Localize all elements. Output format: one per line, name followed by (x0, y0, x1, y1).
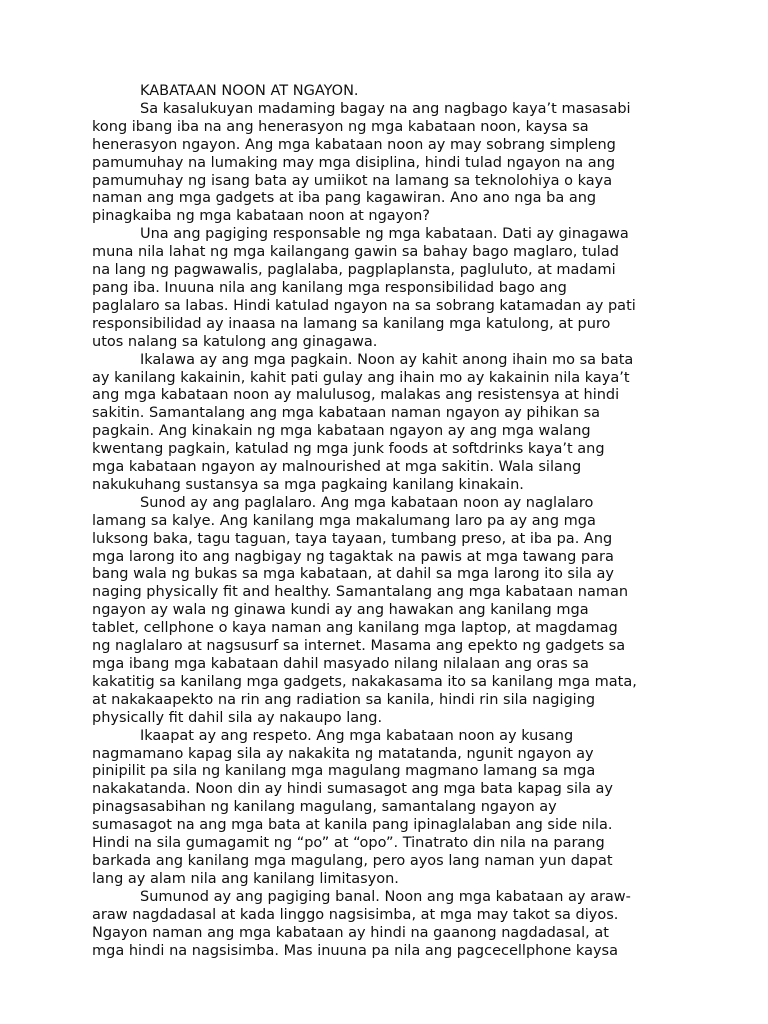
text-line: Sa kasalukuyan madaming bagay na ang nagbago kaya’t masasabi (140, 100, 631, 117)
paragraph (92, 728, 668, 889)
text-line: ang mga kabataan noon ay malulusog, malakas ang resistensya at hindi (92, 387, 620, 404)
text-line: pinagkaiba ng mga kabataan noon at ngayon? (92, 208, 430, 225)
text-line: physically fit dahil sila ay nakaupo lang. (92, 709, 383, 726)
text-line: mga hindi na nagsisimba. Mas inuuna pa nila ang pagcecellphone kaysa (92, 942, 618, 959)
paragraph (92, 495, 668, 728)
text-line: naman ang mga gadgets at iba pang kagawiran. Ano ano nga ba ang (92, 190, 597, 207)
text-line: muna nila lahat ng mga kailangang gawin sa bahay bago maglaro, tulad (92, 244, 619, 261)
text-line: kakatitig sa kanilang mga gadgets, nakakasama ito sa kanilang mga mata, (92, 673, 637, 690)
document-body (92, 101, 668, 961)
text-line: nakakatanda. Noon din ay hindi sumasagot ang mga bata kapag sila ay (92, 781, 613, 798)
text-line: Una ang pagiging responsable ng mga kabataan. Dati ay ginagawa (140, 226, 629, 243)
document-title: KABATAAN NOON AT NGAYON. (140, 83, 359, 99)
text-line: Sunod ay ang paglalaro. Ang mga kabataan noon ay naglalaro (140, 494, 594, 511)
text-line: mga larong ito ang nagbigay ng tagaktak na pawis at mga tawang para (92, 548, 614, 565)
text-line: henerasyon ngayon. Ang mga kabataan noon ay may sobrang simpleng (92, 136, 616, 153)
text-line: pinipilit pa sila ng kanilang mga magulang magmano lamang sa mga (92, 763, 596, 780)
text-line: ay kanilang kakainin, kahit pati gulay ang ihain mo ay kakainin nila kaya’t (92, 369, 630, 386)
text-line: pang iba. Inuuna nila ang kanilang mga responsibilidad bago ang (92, 279, 567, 296)
text-line: responsibilidad ay inaasa na lamang sa kanilang mga katulong, at puro (92, 315, 611, 332)
text-line: mga ibang mga kabataan dahil masyado nilang nilalaan ang oras sa (92, 656, 589, 672)
text-line: sumasagot na ang mga bata at kanila pang ipinaglalaban ang side nila. (92, 817, 613, 834)
text-line: Ikaapat ay ang respeto. Ang mga kabataan noon ay kusang (140, 727, 574, 744)
text-line: luksong baka, tagu taguan, taya tayaan, tumbang preso, at iba pa. Ang (92, 530, 613, 547)
text-line: Ngayon naman ang mga kabataan ay hindi na gaanong nagdadasal, at (92, 924, 609, 941)
text-line: na lang ng pagwawalis, paglalaba, pagplaplansta, pagluluto, at madami (92, 262, 616, 279)
text-line: Hindi na sila gumagamit ng “po” at “opo”. Tinatrato din nila na parang (92, 835, 605, 852)
paragraph (92, 889, 668, 961)
text-line: nakukuhang sustansya sa mga pagkaing kanilang kinakain. (92, 476, 524, 493)
text-line: at nakakaapekto na rin ang radiation sa kanila, hindi rin sila nagiging (92, 691, 596, 708)
text-line: pinagsasabihan ng kanilang magulang, samantalang ngayon ay (92, 799, 557, 816)
text-line: mga kabataan ngayon ay malnourished at mga sakitin. Wala silang (92, 459, 582, 476)
text-line: pamumuhay ng isang bata ay umiikot na lamang sa teknolohiya o kaya (92, 172, 613, 189)
text-line: araw nagdadasal at kada linggo nagsisimba, at mga may takot sa diyos. (92, 906, 619, 923)
text-line: ngayon ay wala ng ginawa kundi ay ang hawakan ang kanilang mga (92, 602, 589, 619)
text-line: Ikalawa ay ang mga pagkain. Noon ay kahit anong ihain mo sa bata (140, 351, 634, 368)
text-line: kwentang pagkain, katulad ng mga junk foods at softdrinks kaya’t ang (92, 441, 605, 458)
text-line: pagkain. Ang kinakain ng mga kabataan ngayon ay ang mga walang (92, 423, 591, 440)
text-line: kong ibang iba na ang henerasyon ng mga kabataan noon, kaysa sa (92, 118, 589, 135)
text-line: ng naglalaro at nagsusurf sa internet. Masama ang epekto ng gadgets sa (92, 638, 626, 655)
text-line: pamumuhay na lumaking may mga disiplina, hindi tulad ngayon na ang (92, 154, 616, 171)
text-line: lamang sa kalye. Ang kanilang mga makalumang laro pa ay ang mga (92, 512, 596, 529)
paragraph (92, 101, 668, 226)
text-line: barkada ang kanilang mga magulang, pero ayos lang naman yun dapat (92, 852, 613, 869)
text-line: paglalaro sa labas. Hindi katulad ngayon na sa sobrang katamadan ay pati (92, 297, 636, 314)
text-line: naging physically fit and healthy. Samantalang ang mga kabataan naman (92, 584, 629, 601)
text-line: sakitin. Samantalang ang mga kabataan naman ngayon ay pihikan sa (92, 405, 601, 422)
text-line: lang ay alam nila ang kanilang limitasyon. (92, 870, 399, 887)
text-line: bang wala ng bukas sa mga kabataan, at dahil sa mga larong ito sila ay (92, 566, 614, 583)
text-line: Sumunod ay ang pagiging banal. Noon ang mga kabataan ay araw- (140, 888, 631, 905)
text-line: utos nalang sa katulong ang ginagawa. (92, 333, 378, 350)
paragraph (92, 226, 668, 351)
text-line: nagmamano kapag sila ay nakakita ng matatanda, ngunit ngayon ay (92, 745, 594, 762)
paragraph (92, 352, 668, 495)
text-line: tablet, cellphone o kaya naman ang kanilang mga laptop, at magdamag (92, 620, 618, 637)
